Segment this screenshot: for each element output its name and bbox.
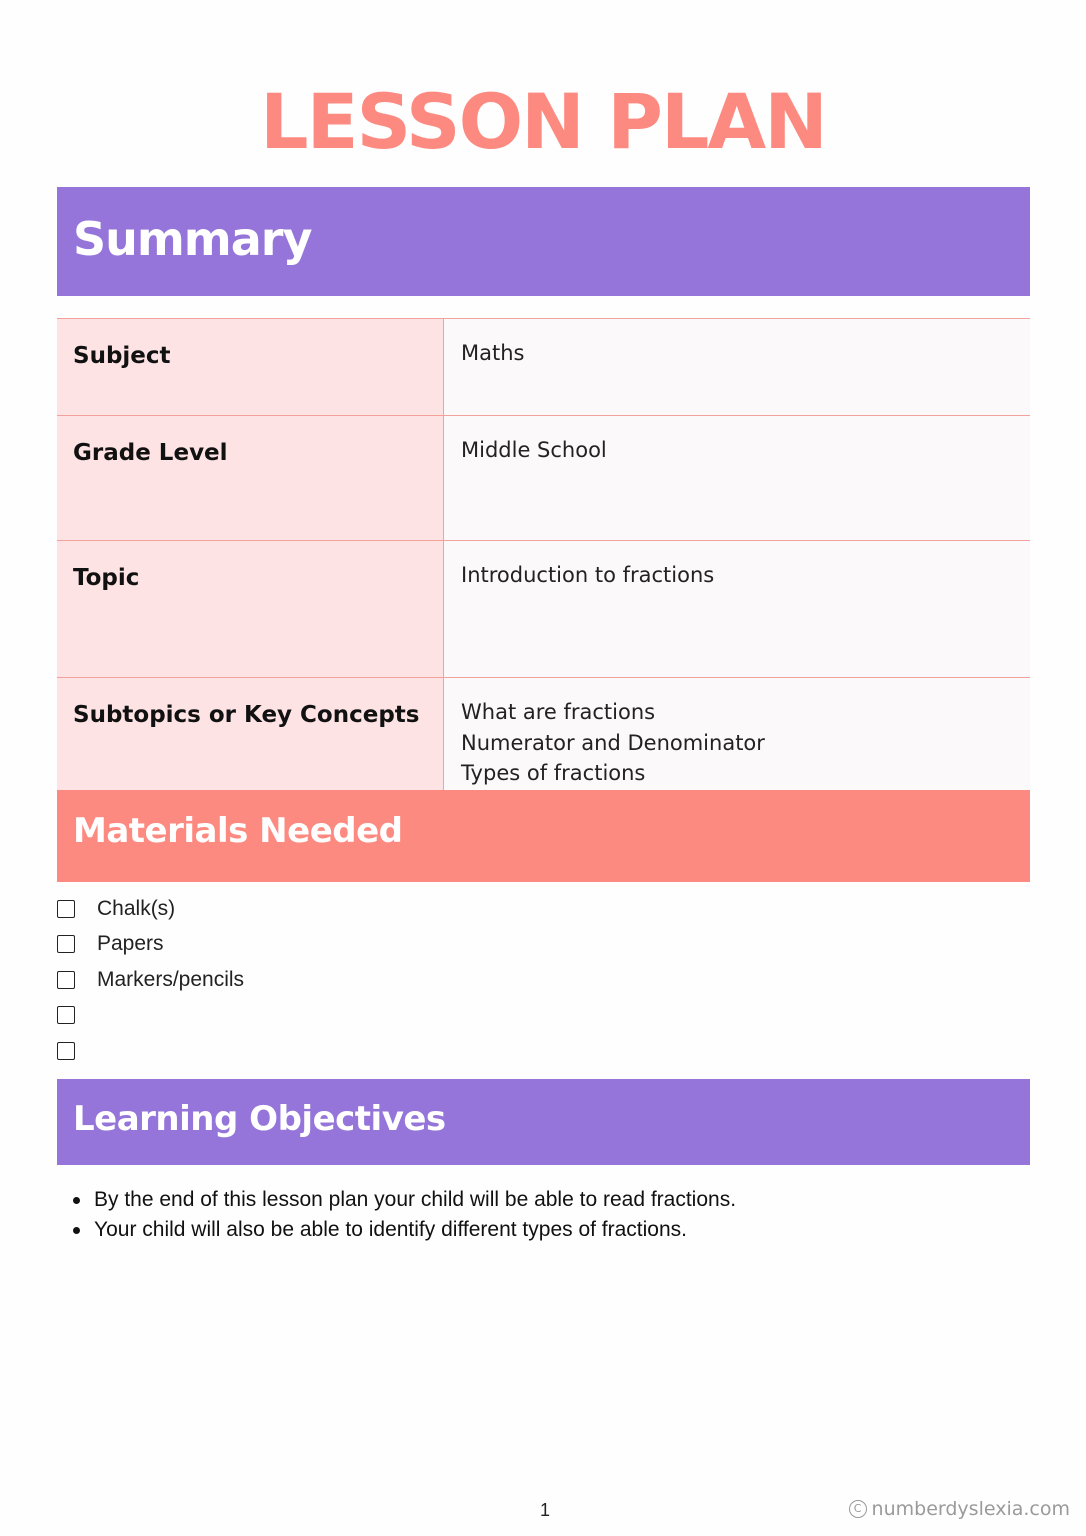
checklist-item-label: Chalk(s) [97, 896, 176, 920]
value-line: Types of fractions [461, 761, 646, 785]
checklist-item [57, 998, 657, 1034]
page-title: LESSON PLAN [260, 77, 826, 166]
checkbox[interactable] [57, 1006, 75, 1024]
bullet-icon [73, 1197, 80, 1204]
row-value-topic [444, 541, 1031, 678]
page-number: 1 [539, 1500, 550, 1520]
list-item [94, 1185, 994, 1215]
table-row [57, 416, 1030, 541]
row-label-topic: Topic [57, 541, 444, 678]
value-line: Numerator and Denominator [461, 730, 765, 755]
value-line: What are fractions [461, 700, 656, 724]
summary-heading: Summary [57, 187, 1030, 296]
list-item [94, 1215, 994, 1245]
row-label-subject: Subject [57, 319, 444, 416]
objectives-heading: Learning Objectives [57, 1079, 1030, 1165]
checkbox[interactable] [57, 900, 75, 918]
row-value-grade-level [444, 416, 1031, 541]
watermark [849, 1498, 1070, 1520]
checkbox[interactable] [57, 1042, 75, 1060]
watermark-text: numberdyslexia.com [871, 1498, 1070, 1520]
materials-heading: Materials Needed [57, 790, 1030, 882]
checklist-item-label: Papers [97, 932, 164, 956]
checklist-item [57, 927, 657, 963]
row-label-subtopics: Subtopics or Key Concepts [57, 678, 444, 860]
value-line: Introduction to fractions [461, 563, 715, 587]
checklist-item [57, 962, 657, 998]
row-value-subject [444, 319, 1031, 416]
checkbox[interactable] [57, 935, 75, 953]
objective-text: Your child will also be able to identify different types of fractions. [94, 1218, 688, 1241]
table-row [57, 541, 1030, 678]
objective-text: By the end of this lesson plan your child will be able to read fractions. [94, 1188, 737, 1211]
table-row [57, 319, 1030, 416]
checkbox[interactable] [57, 971, 75, 989]
checklist-item [57, 891, 657, 927]
row-label-grade-level: Grade Level [57, 416, 444, 541]
copyright-icon: C [849, 1500, 867, 1518]
checklist-item [57, 1033, 657, 1069]
bullet-icon [73, 1227, 80, 1234]
materials-checklist [57, 891, 657, 1069]
summary-table [57, 318, 1030, 860]
objectives-list [94, 1185, 994, 1245]
checklist-item-label: Markers/pencils [97, 967, 245, 991]
value-line: Middle School [461, 438, 607, 462]
value-line: Maths [461, 341, 525, 365]
